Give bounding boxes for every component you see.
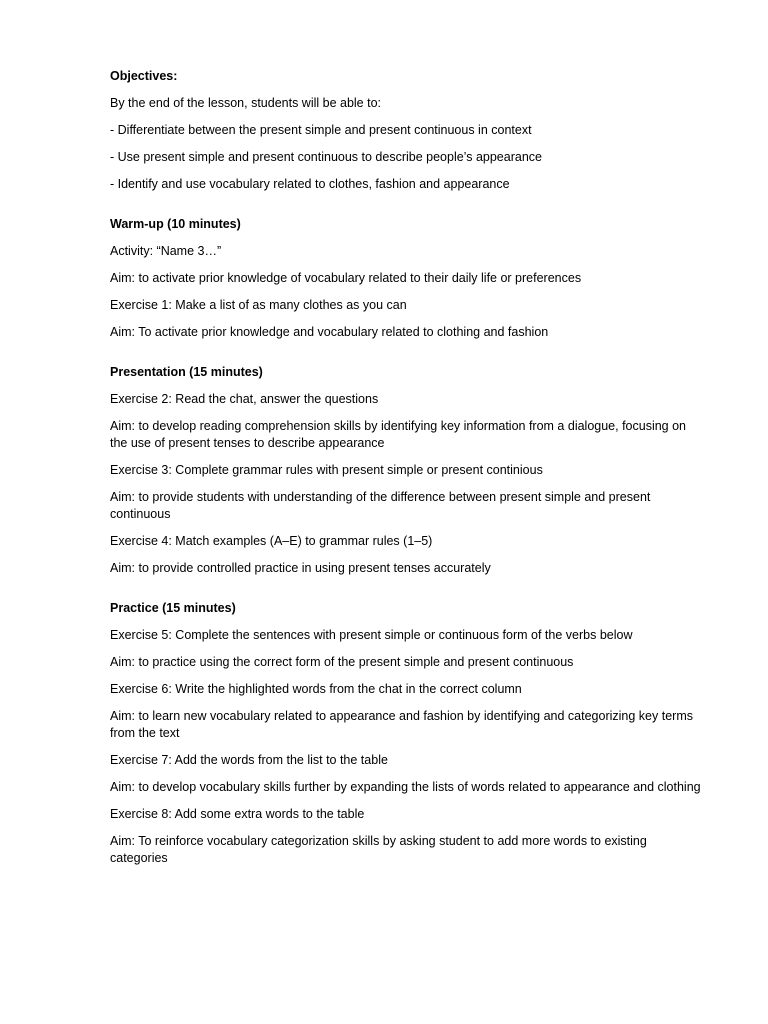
paragraph: Aim: To reinforce vocabulary categorization skills by asking student to add more words to existing categories <box>110 834 647 865</box>
section-heading: Presentation (15 minutes) <box>110 365 263 379</box>
paragraph: Exercise 3: Complete grammar rules with present simple or present continious <box>110 463 543 477</box>
section-heading: Practice (15 minutes) <box>110 601 236 615</box>
paragraph: Aim: to learn new vocabulary related to appearance and fashion by identifying and categorizing key terms from the text <box>110 709 693 740</box>
paragraph: Exercise 6: Write the highlighted words from the chat in the correct column <box>110 682 522 696</box>
section-heading: Warm-up (10 minutes) <box>110 217 241 231</box>
paragraph: Aim: to practice using the correct form of the present simple and present continuous <box>110 655 574 669</box>
paragraph: Aim: to develop vocabulary skills further by expanding the lists of words related to appearance and clothing <box>110 780 701 794</box>
paragraph: Aim: to develop reading comprehension skills by identifying key information from a dialogue, focusing on the use of present tenses to describe appearance <box>110 419 687 450</box>
section-warm-up <box>110 216 706 341</box>
document-page <box>110 68 706 890</box>
paragraph: Activity: “Name 3…” <box>110 244 222 258</box>
section-practice <box>110 600 706 867</box>
paragraph: Exercise 2: Read the chat, answer the questions <box>110 392 379 406</box>
paragraph: - Differentiate between the present simple and present continuous in context <box>110 123 532 137</box>
paragraph: Aim: To activate prior knowledge and vocabulary related to clothing and fashion <box>110 325 549 339</box>
paragraph: Exercise 7: Add the words from the list to the table <box>110 753 388 767</box>
paragraph: Exercise 5: Complete the sentences with present simple or continuous form of the verbs below <box>110 628 633 642</box>
section-objectives <box>110 68 706 193</box>
paragraph: Aim: to provide students with understanding of the difference between present simple and present continuous <box>110 490 651 521</box>
paragraph: Exercise 8: Add some extra words to the table <box>110 807 365 821</box>
paragraph: Aim: to provide controlled practice in using present tenses accurately <box>110 561 491 575</box>
paragraph: - Use present simple and present continuous to describe people’s appearance <box>110 150 542 164</box>
paragraph: - Identify and use vocabulary related to clothes, fashion and appearance <box>110 177 510 191</box>
section-presentation <box>110 364 706 577</box>
paragraph: Exercise 4: Match examples (A–E) to grammar rules (1–5) <box>110 534 433 548</box>
paragraph: Exercise 1: Make a list of as many clothes as you can <box>110 298 407 312</box>
paragraph: By the end of the lesson, students will be able to: <box>110 96 382 110</box>
paragraph: Aim: to activate prior knowledge of vocabulary related to their daily life or preferences <box>110 271 582 285</box>
section-heading: Objectives: <box>110 69 178 83</box>
